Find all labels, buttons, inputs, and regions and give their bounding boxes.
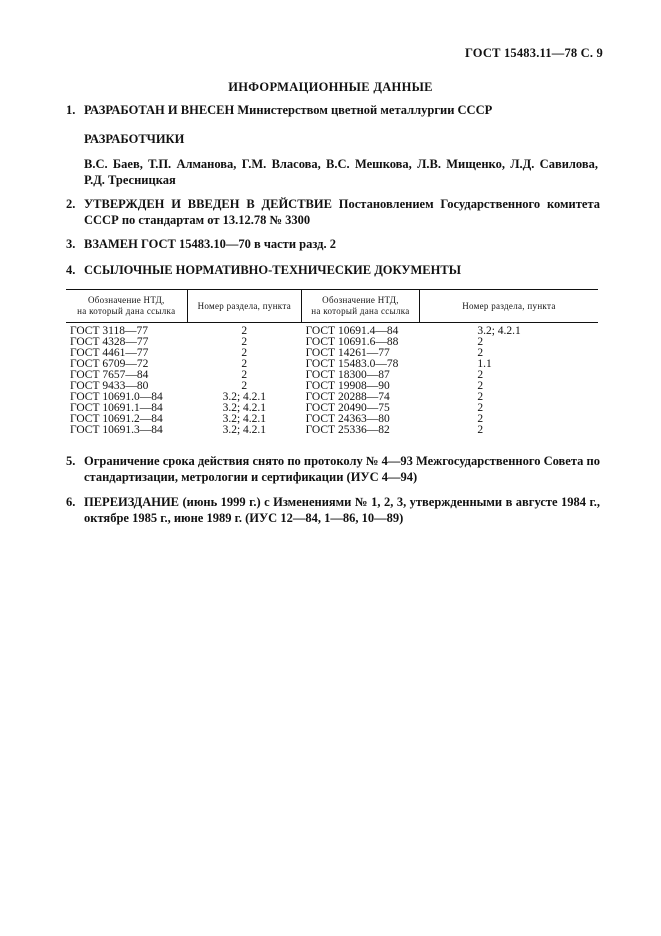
cell-designation-left: ГОСТ 4461—77 (70, 347, 149, 359)
section-6-number: 6. (66, 495, 76, 509)
cell-designation-right: ГОСТ 20490—75 (305, 402, 390, 414)
cell-designation-right: ГОСТ 15483.0—78 (305, 358, 399, 370)
header-designation-1 (66, 290, 187, 323)
cell-designation-right: ГОСТ 20288—74 (305, 391, 390, 403)
section-5-text: Ограничение срока действия снято по протоколу № 4—93 Межгосударственного Совета по стандартизации, метрологии и сертификации (ИУС 4—94) (84, 454, 600, 484)
table-row (66, 425, 598, 436)
cell-section-left: 2 (241, 325, 248, 337)
cell-designation-left: ГОСТ 6709—72 (70, 358, 149, 370)
section-1-text: РАЗРАБОТАН И ВНЕСЕН Министерством цветной металлургии СССР (84, 103, 493, 117)
section-4-number: 4. (66, 263, 76, 277)
cell-section-right: 2 (477, 391, 484, 403)
cell-designation-right: ГОСТ 14261—77 (305, 347, 390, 359)
section-3-number: 3. (66, 237, 76, 251)
cell-designation-right: ГОСТ 10691.6—88 (305, 336, 399, 348)
section-1-number: 1. (66, 103, 76, 117)
section-4 (66, 262, 600, 278)
cell-section-right: 3.2; 4.2.1 (477, 325, 521, 337)
cell-section-left: 2 (241, 347, 248, 359)
section-3-text: ВЗАМЕН ГОСТ 15483.10—70 в части разд. 2 (84, 237, 336, 251)
table-header-row (66, 290, 598, 323)
cell-designation-left: ГОСТ 3118—77 (70, 325, 148, 337)
cell-section-left: 2 (241, 380, 248, 392)
cell-designation-left: ГОСТ 9433—80 (70, 380, 149, 392)
cell-section-right: 2 (477, 402, 484, 414)
header-section-2: Номер раздела, пункта (419, 290, 598, 323)
cell-section-left: 2 (241, 369, 248, 381)
cell-section-right: 2 (477, 369, 484, 381)
cell-section-left: 2 (241, 358, 248, 370)
cell-section-right: 2 (477, 347, 484, 359)
cell-designation-right: ГОСТ 18300—87 (305, 369, 390, 381)
cell-designation-left: ГОСТ 4328—77 (70, 336, 149, 348)
cell-designation-right: ГОСТ 10691.4—84 (305, 325, 399, 337)
reference-documents-table (66, 289, 598, 436)
cell-section-right: 2 (477, 380, 484, 392)
cell-section-left: 3.2; 4.2.1 (222, 391, 267, 403)
table-row (66, 323, 598, 338)
developers-list: В.С. Баев, Т.П. Алманова, Г.М. Власова, В.С. Мешкова, Л.В. Мищенко, Л.Д. Савилова, Р.Д. Тресницкая (84, 157, 598, 187)
section-6-text: ПЕРЕИЗДАНИЕ (июнь 1999 г.) с Изменениями № 1, 2, 3, утвержденными в августе 1984 г., октябре 1985 г., июне 1989 г. (ИУС 12—84, 1—86, 10—89) (84, 495, 600, 525)
header-designation-1-line1: Обозначение НТД, (87, 295, 165, 305)
cell-section-right: 1.1 (477, 358, 492, 370)
cell-section-left: 3.2; 4.2.1 (222, 413, 267, 425)
header-designation-2 (302, 290, 420, 323)
section-2-number: 2. (66, 197, 76, 211)
header-designation-2-line1: Обозначение НТД, (322, 295, 399, 305)
page-header-code: ГОСТ 15483.11—78 С. 9 (464, 46, 603, 60)
section-3 (66, 236, 600, 252)
cell-section-left: 2 (241, 336, 248, 348)
page-title: ИНФОРМАЦИОННЫЕ ДАННЫЕ (228, 80, 433, 94)
header-designation-2-line2: на который дана ссылка (311, 306, 410, 316)
section-1 (66, 102, 600, 118)
cell-designation-left: ГОСТ 10691.0—84 (70, 391, 163, 403)
cell-designation-left: ГОСТ 10691.2—84 (70, 413, 163, 425)
cell-section-right: 2 (477, 413, 484, 425)
section-6 (66, 494, 600, 526)
header-designation-1-line2: на который дана ссылка (77, 306, 176, 316)
cell-designation-left: ГОСТ 10691.3—84 (70, 424, 163, 436)
cell-section-right: 2 (477, 336, 484, 348)
section-4-text: ССЫЛОЧНЫЕ НОРМАТИВНО-ТЕХНИЧЕСКИЕ ДОКУМЕНТЫ (84, 263, 461, 277)
cell-designation-left: ГОСТ 7657—84 (70, 369, 149, 381)
cell-designation-left: ГОСТ 10691.1—84 (70, 402, 163, 414)
section-5-number: 5. (66, 454, 76, 468)
cell-designation-right: ГОСТ 25336—82 (305, 424, 390, 436)
cell-designation-right: ГОСТ 24363—80 (305, 413, 390, 425)
header-section-1: Номер раздела, пункта (187, 290, 302, 323)
cell-section-left: 3.2; 4.2.1 (222, 402, 267, 414)
section-5 (66, 453, 600, 485)
cell-section-right: 2 (477, 424, 484, 436)
developers-heading: РАЗРАБОТЧИКИ (84, 132, 185, 146)
cell-designation-right: ГОСТ 19908—90 (305, 380, 390, 392)
section-2-text: УТВЕРЖДЕН И ВВЕДЕН В ДЕЙСТВИЕ Постановлением Государственного комитета СССР по стандартам от 13.12.78 № 3300 (84, 197, 600, 227)
cell-section-left: 3.2; 4.2.1 (222, 424, 267, 436)
section-2 (66, 196, 600, 228)
